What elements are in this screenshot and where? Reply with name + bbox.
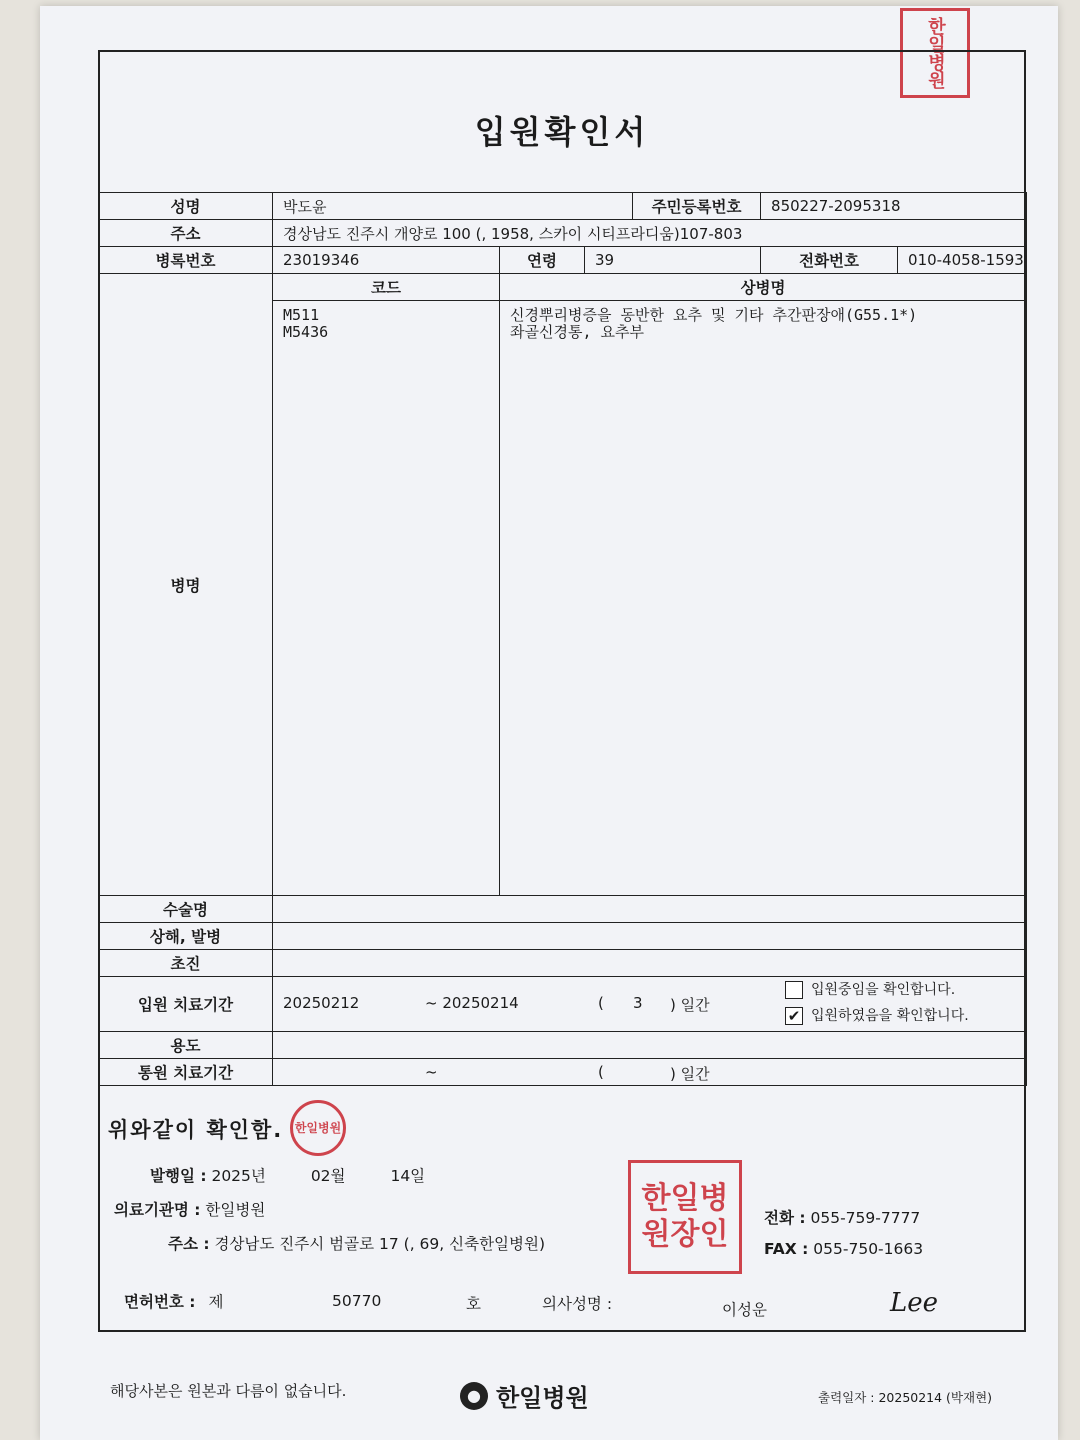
fax-label: FAX :: [764, 1240, 809, 1258]
confirmation-text: 위와같이 확인함.: [108, 1118, 284, 1142]
inpatient-label: 입원 치료기간: [99, 977, 273, 1032]
tel-label: 전화 :: [764, 1209, 806, 1227]
license-prefix: 제: [208, 1293, 224, 1311]
diagnosis-code: M511: [283, 306, 320, 324]
diagnosis-names: [500, 301, 1027, 896]
license-suffix: 호: [466, 1295, 481, 1313]
first-visit-row: [99, 950, 1027, 977]
check-line-staying: [785, 977, 969, 1003]
tel-value: 055-759-7777: [810, 1209, 921, 1227]
outpatient-tilde: ~: [425, 1063, 438, 1081]
certificate-frame: [98, 50, 1026, 1332]
outpatient-row: [99, 1059, 1027, 1086]
address-label: 주소: [99, 220, 273, 247]
checkbox-staying[interactable]: [785, 981, 803, 999]
hospital-seal-text: 한일병원장인: [641, 1181, 729, 1252]
institution-label: 의료기관명 :: [114, 1201, 201, 1219]
hospital-logo-text: 한일병원: [496, 1384, 589, 1412]
hospital-address-label: 주소 :: [168, 1235, 210, 1253]
patient-age: 39: [585, 247, 761, 274]
doctor-signature: Lee: [890, 1288, 939, 1318]
name-row: [99, 193, 1027, 220]
chart-no: 23019346: [273, 247, 500, 274]
doctor-name: 이성운: [722, 1301, 767, 1319]
small-stamp: [290, 1100, 346, 1156]
copy-note: 해당사본은 원본과 다름이 없습니다.: [110, 1382, 347, 1400]
checkbox-discharged[interactable]: [785, 1007, 803, 1025]
outpatient-period: [273, 1059, 1027, 1086]
surgery-value: [273, 896, 1027, 923]
disease-header: 상병명: [500, 274, 1027, 301]
check-label-staying: 입원중임을 확인합니다.: [811, 982, 956, 998]
diagnosis-codes: [273, 301, 500, 896]
check-line-discharged: [785, 1003, 969, 1029]
purpose-label: 용도: [99, 1032, 273, 1059]
fax-value: 055-750-1663: [813, 1240, 924, 1258]
issue-date-row: [150, 1164, 425, 1186]
institution-row: [114, 1198, 265, 1220]
hospital-address: 경상남도 진주시 범골로 17 (, 69, 신축한일병원): [214, 1235, 546, 1253]
hospital-address-row: [168, 1232, 545, 1254]
inpatient-period: [273, 977, 1027, 1032]
patient-phone: 010-4058-1593: [898, 247, 1027, 274]
phone-label: 전화번호: [761, 247, 898, 274]
purpose-row: [99, 1032, 1027, 1059]
patient-rrn: 850227-2095318: [761, 193, 1027, 220]
patient-info-table: [98, 192, 1027, 1086]
first-visit-label: 초진: [99, 950, 273, 977]
diagnosis-label: 병명: [99, 274, 273, 896]
issue-day: 14일: [390, 1167, 426, 1185]
license-number: 50770: [332, 1292, 382, 1310]
institution-name: 한일병원: [205, 1201, 266, 1219]
inpatient-open-paren: (: [598, 994, 604, 1012]
patient-address: 경상남도 진주시 개양로 100 (, 1958, 스카이 시티프라디움)107-803: [273, 220, 1027, 247]
license-row: [124, 1290, 223, 1312]
surgery-label: 수술명: [99, 896, 273, 923]
diagnosis-code: M5436: [283, 323, 329, 341]
injury-label: 상해, 발병: [99, 923, 273, 950]
injury-value: [273, 923, 1027, 950]
tel-row: [764, 1206, 920, 1228]
inpatient-checks: [785, 977, 969, 1029]
doctor-label: 의사성명 :: [542, 1295, 613, 1313]
hospital-logo: [460, 1378, 589, 1413]
injury-row: [99, 923, 1027, 950]
check-mark-icon: ✔: [787, 1007, 801, 1025]
surgery-row: [99, 896, 1027, 923]
printed-date: 출력일자 : 20250214 (박재현): [818, 1390, 993, 1405]
diagnosis-header-row: [99, 274, 1027, 301]
outpatient-close-paren: ) 일간: [670, 1065, 710, 1083]
chart-no-label: 병록번호: [99, 247, 273, 274]
address-row: [99, 220, 1027, 247]
outpatient-open-paren: (: [598, 1063, 604, 1081]
inpatient-close-paren: ) 일간: [670, 996, 710, 1014]
inpatient-days: 3: [633, 994, 643, 1012]
code-header: 코드: [273, 274, 500, 301]
license-label: 면허번호 :: [124, 1293, 196, 1311]
hospital-seal: [628, 1160, 742, 1274]
diagnosis-name: 좌골신경통, 요추부: [510, 323, 644, 341]
document-paper: [40, 6, 1058, 1440]
patient-name: 박도윤: [273, 193, 633, 220]
fax-row: [764, 1240, 923, 1258]
hospital-logo-icon: ●: [460, 1382, 488, 1410]
inpatient-start: 20250212: [283, 994, 360, 1012]
inpatient-end: ~ 20250214: [425, 994, 519, 1012]
name-label: 성명: [99, 193, 273, 220]
issue-date-label: 발행일 :: [150, 1167, 207, 1185]
small-stamp-text: 한일병원: [294, 1120, 342, 1135]
issue-month: 02월: [310, 1167, 346, 1185]
rrn-label: 주민등록번호: [633, 193, 761, 220]
first-visit-value: [273, 950, 1027, 977]
check-label-discharged: 입원하였음을 확인합니다.: [811, 1008, 969, 1024]
inpatient-row: [99, 977, 1027, 1032]
corner-stamp-text: 한일병원: [925, 17, 946, 89]
document-title: 입원확인서: [474, 113, 650, 151]
outpatient-label: 통원 치료기간: [99, 1059, 273, 1086]
chart-row: [99, 247, 1027, 274]
diagnosis-name: 신경뿌리병증을 동반한 요추 및 기타 추간판장애(G55.1*): [510, 306, 918, 324]
issue-year: 2025년: [211, 1167, 266, 1185]
purpose-value: [273, 1032, 1027, 1059]
age-label: 연령: [500, 247, 585, 274]
